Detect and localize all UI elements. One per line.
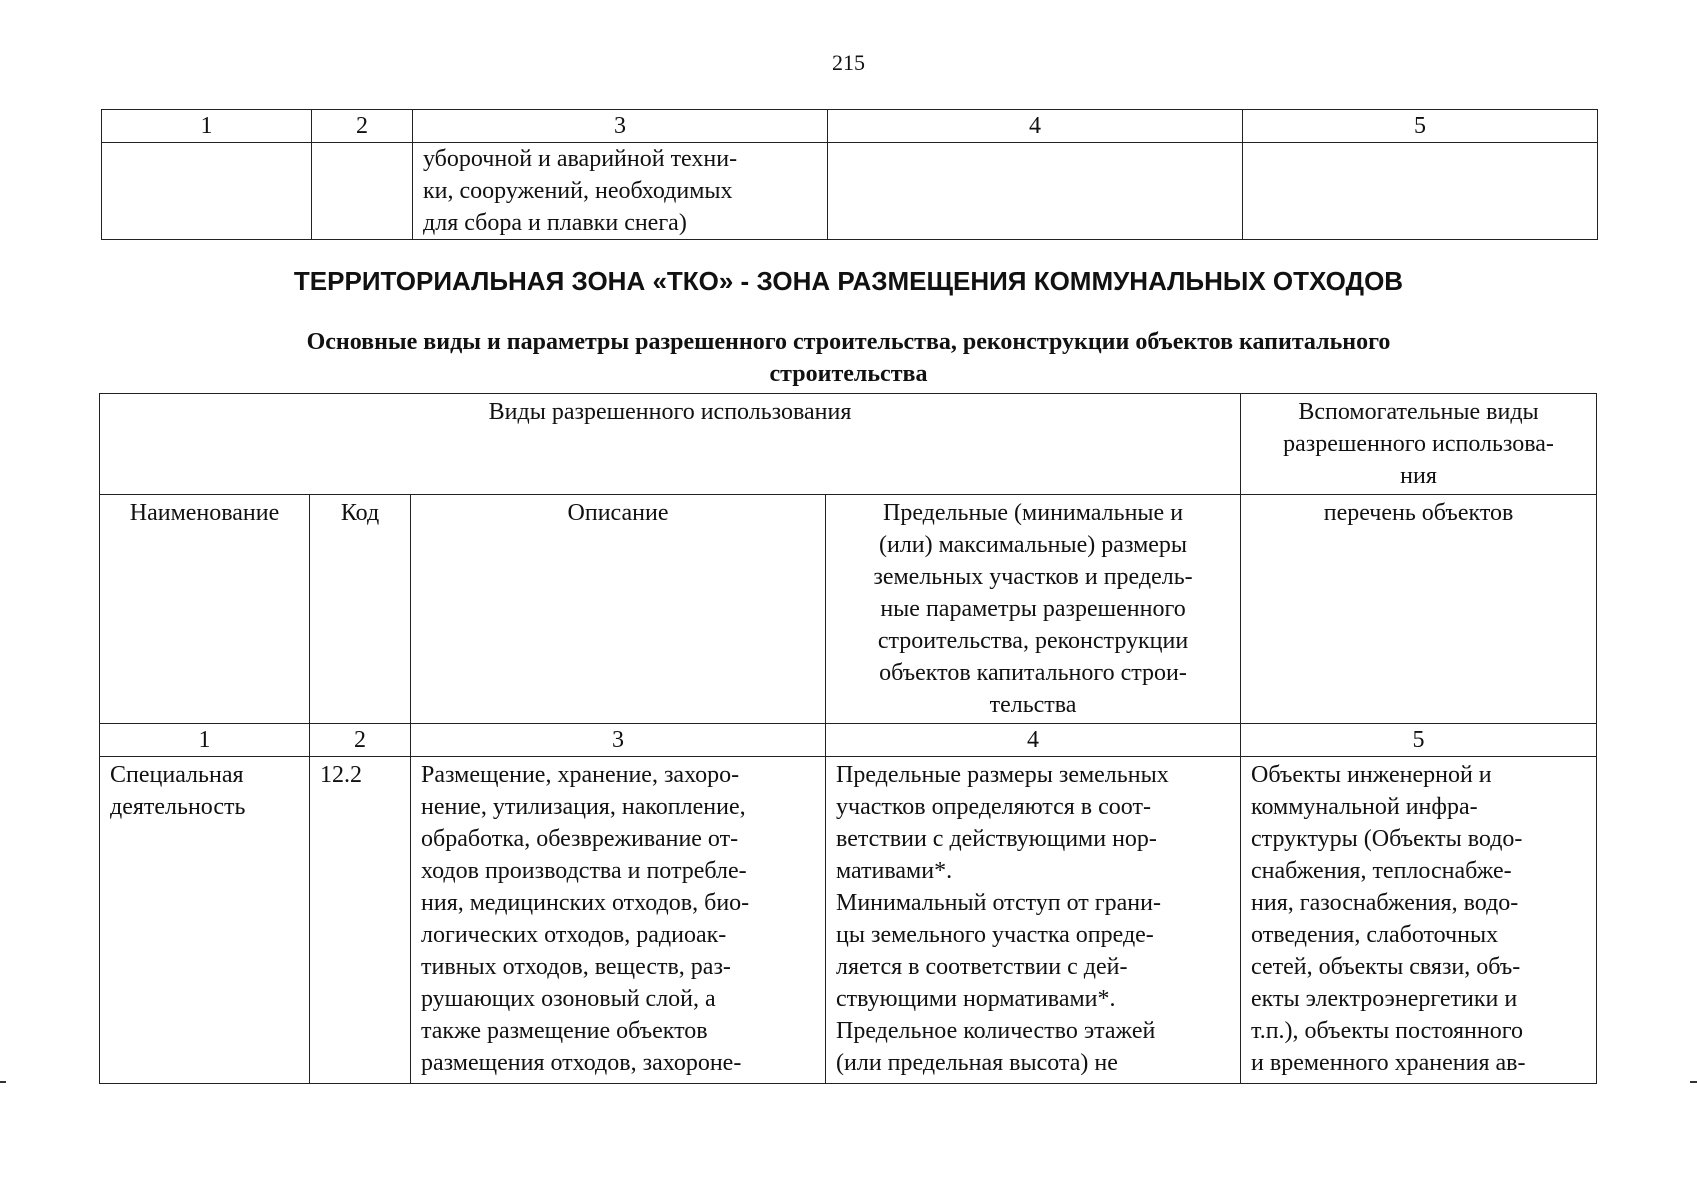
text-line: т.п.), объекты постоянного [1251, 1018, 1523, 1044]
subtitle-line: строительства [769, 361, 928, 387]
column-number-row [100, 724, 1597, 757]
text-line: также размещение объектов [421, 1018, 708, 1044]
column-header-limits [826, 495, 1241, 724]
group-header-row [100, 394, 1597, 495]
text-line: ветствии с действующими нор- [836, 826, 1157, 852]
text-line: сетей, объекты связи, объ- [1251, 954, 1521, 980]
text-line: уборочной и аварийной техни- [423, 146, 738, 172]
text-line: ствующими нормативами*. [836, 986, 1116, 1012]
cell-limits [826, 757, 1241, 1084]
column-number: 2 [310, 724, 411, 757]
column-number: 1 [102, 110, 312, 143]
text-line: строительства, реконструкции [877, 628, 1189, 654]
text-line: объектов капитального строи- [879, 660, 1187, 686]
column-number: 3 [413, 110, 828, 143]
text-line: Минимальный отступ от грани- [836, 890, 1161, 916]
column-header-description: Описание [411, 495, 826, 724]
section-subtitle [200, 326, 1497, 390]
text-line: деятельность [110, 794, 246, 820]
text-line: отведения, слаботочных [1251, 922, 1499, 948]
continuation-cell-name [102, 143, 312, 240]
zone-title: ТЕРРИТОРИАЛЬНАЯ ЗОНА «ТКО» - ЗОНА РАЗМЕЩЕНИЯ КОММУНАЛЬНЫХ ОТХОДОВ [293, 266, 1404, 296]
continuation-cell-code [312, 143, 413, 240]
continuation-cell-auxiliary [1243, 143, 1598, 240]
table-row [100, 757, 1597, 1084]
text-line: земельных участков и предель- [873, 564, 1193, 590]
text-line: нение, утилизация, накопление, [421, 794, 746, 820]
text-line: Объекты инженерной и [1251, 762, 1492, 788]
continuation-row [102, 143, 1598, 240]
column-number: 1 [100, 724, 310, 757]
text-line: обработка, обезвреживание от- [421, 826, 739, 852]
text-line: ные параметры разрешенного [880, 596, 1186, 622]
continuation-column-number-row [102, 110, 1598, 143]
text-line: ния, газоснабжения, водо- [1251, 890, 1519, 916]
column-number: 4 [828, 110, 1243, 143]
cell-name [100, 757, 310, 1084]
permitted-uses-table [99, 393, 1597, 1084]
text-line: и временного хранения ав- [1251, 1050, 1526, 1076]
text-line: (или предельная высота) не [836, 1050, 1118, 1076]
column-number: 3 [411, 724, 826, 757]
text-line: логических отходов, радиоак- [421, 922, 727, 948]
text-line: екты электроэнергетики и [1251, 986, 1518, 1012]
text-line: мативами*. [836, 858, 953, 884]
text-line: участков определяются в соот- [836, 794, 1151, 820]
text-line: ния [1400, 463, 1437, 489]
text-line: Вспомогательные виды [1298, 399, 1539, 425]
text-line: тивных отходов, веществ, раз- [421, 954, 731, 980]
column-number: 5 [1243, 110, 1598, 143]
text-line: структуры (Объекты водо- [1251, 826, 1523, 852]
text-line: Предельные размеры земельных [836, 762, 1169, 788]
text-line: (или) максимальные) размеры [878, 532, 1188, 558]
continuation-table [101, 109, 1598, 240]
subtitle-line: Основные виды и параметры разрешенного строительства, реконструкции объектов капитального [306, 329, 1391, 355]
column-number: 5 [1241, 724, 1597, 757]
column-number: 2 [312, 110, 413, 143]
text-line: для сбора и плавки снега) [423, 210, 687, 236]
text-line: цы земельного участка опреде- [836, 922, 1154, 948]
text-line: рушающих озоновый слой, а [421, 986, 716, 1012]
group-header-auxiliary [1241, 394, 1597, 495]
column-header-row [100, 495, 1597, 724]
text-line: Размещение, хранение, захоро- [421, 762, 740, 788]
column-number: 4 [826, 724, 1241, 757]
text-line: ния, медицинских отходов, био- [421, 890, 750, 916]
text-line: ляется в соответствии с дей- [836, 954, 1128, 980]
text-line: размещения отходов, захороне- [421, 1050, 742, 1076]
text-line: ки, сооружений, необходимых [423, 178, 733, 204]
text-line: коммунальной инфра- [1251, 794, 1478, 820]
text-line: Предельные (минимальные и [882, 500, 1184, 526]
column-header-name: Наименование [100, 495, 310, 724]
cell-auxiliary-objects [1241, 757, 1597, 1084]
scan-margin-mark [1690, 1081, 1697, 1083]
text-line: Предельное количество этажей [836, 1018, 1156, 1044]
cell-code: 12.2 [310, 757, 411, 1084]
column-header-objects-list: перечень объектов [1241, 495, 1597, 724]
continuation-cell-description [413, 143, 828, 240]
cell-description [411, 757, 826, 1084]
scan-margin-mark [0, 1081, 6, 1083]
text-line: ходов производства и потребле- [421, 858, 747, 884]
page-number: 215 [832, 50, 865, 75]
text-line: Специальная [110, 762, 244, 788]
text-line: снабжения, теплоснабже- [1251, 858, 1512, 884]
column-header-code: Код [310, 495, 411, 724]
text-line: разрешенного использова- [1283, 431, 1554, 457]
text-line: тельства [989, 692, 1077, 718]
continuation-cell-limits [828, 143, 1243, 240]
group-header-permitted-uses: Виды разрешенного использования [100, 394, 1241, 495]
